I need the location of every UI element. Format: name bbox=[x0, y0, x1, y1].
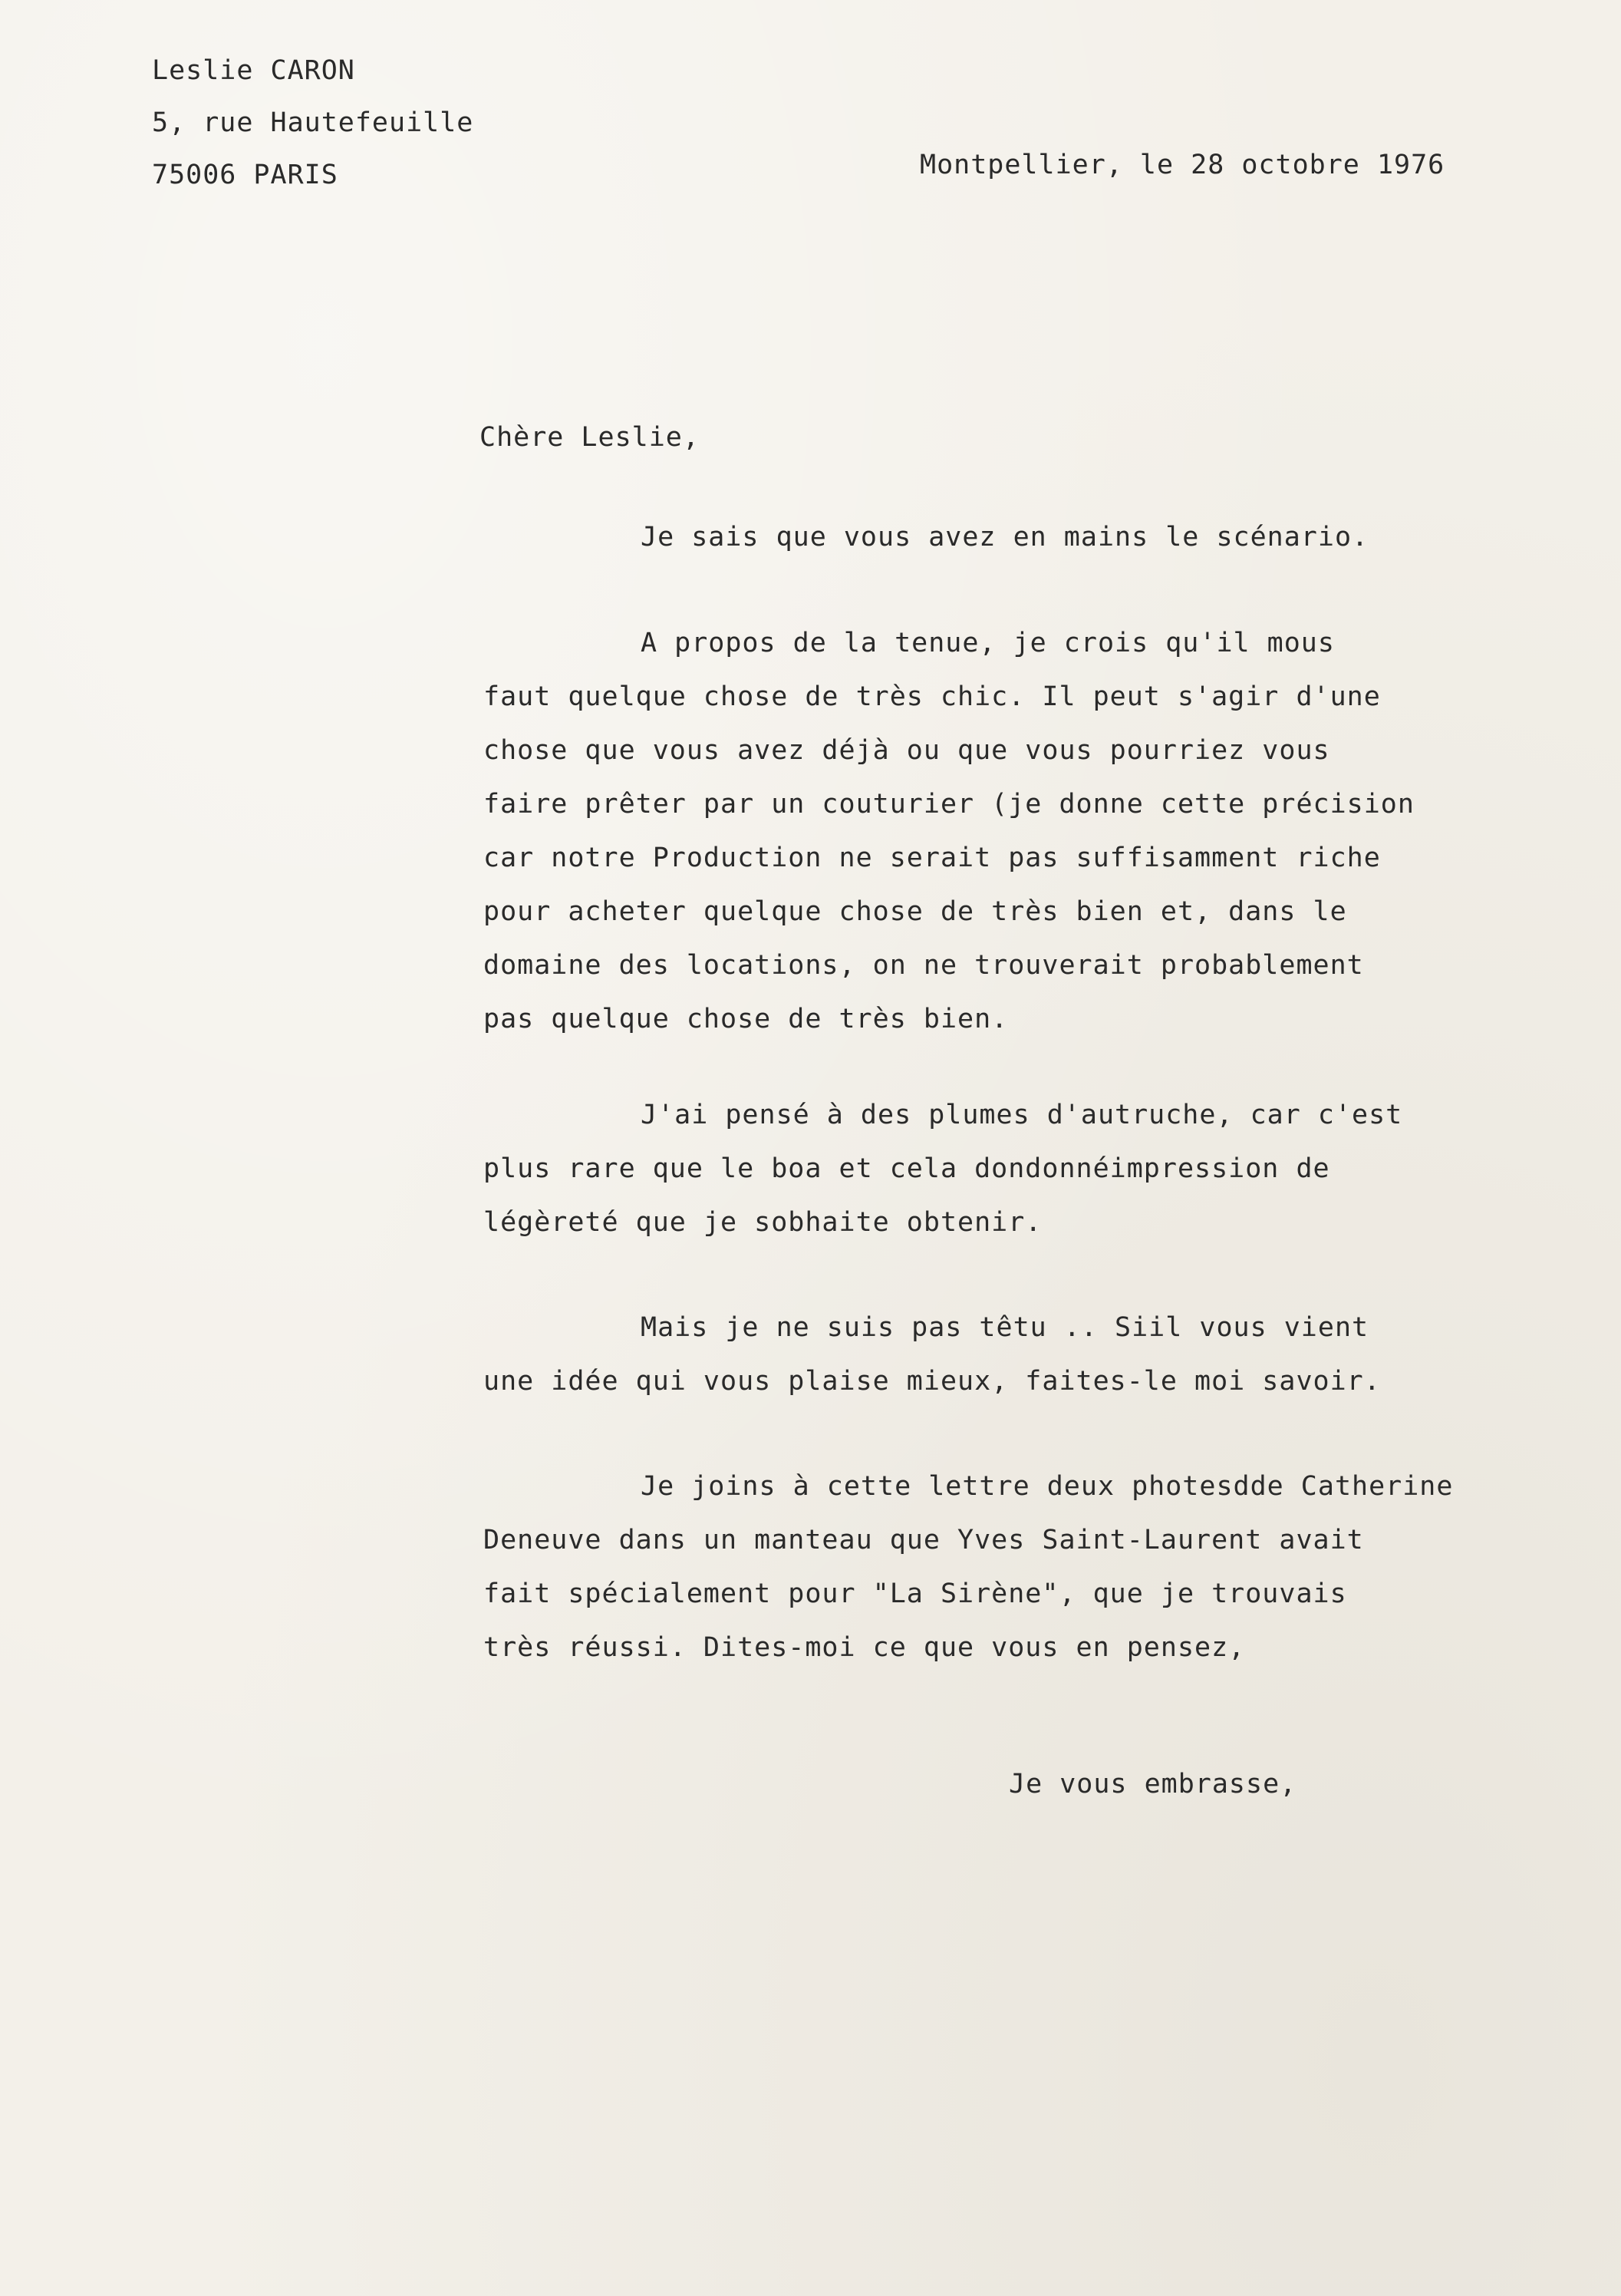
text-line: fait spécialement pour "La Sirène", que je trouvais bbox=[483, 1578, 1347, 1609]
text-line: car notre Production ne serait pas suffisamment riche bbox=[483, 843, 1381, 873]
text-line: J'ai pensé à des plumes d'autruche, car c'est bbox=[641, 1100, 1403, 1130]
paragraph-photos bbox=[483, 1460, 1453, 1674]
paragraph-plumes bbox=[483, 1088, 1402, 1249]
sender-address bbox=[152, 45, 473, 201]
text-line: légèreté que je sobhaite obtenir. bbox=[483, 1207, 1043, 1238]
text-line: Mais je ne suis pas têtu .. Siil vous vient bbox=[641, 1312, 1369, 1343]
text-line: A propos de la tenue, je crois qu'il mous bbox=[641, 628, 1335, 658]
sender-street: 5, rue Hautefeuille bbox=[152, 107, 474, 138]
text-line: faire prêter par un couturier (je donne cette précision bbox=[483, 789, 1415, 820]
paragraph-scenario bbox=[483, 510, 1369, 564]
text-line: domaine des locations, on ne trouverait probablement bbox=[483, 950, 1364, 981]
text-line: très réussi. Dites-moi ce que vous en pensez, bbox=[483, 1632, 1246, 1663]
text-line: pour acheter quelque chose de très bien et, dans le bbox=[483, 896, 1347, 927]
sender-name: Leslie CARON bbox=[152, 55, 355, 86]
paragraph-idee bbox=[483, 1301, 1381, 1408]
text-line: pas quelque chose de très bien. bbox=[483, 1004, 1009, 1034]
text-line: faut quelque chose de très chic. Il peut s'agir d'une bbox=[483, 681, 1381, 712]
text-line: Je joins à cette lettre deux photesdde Catherine bbox=[641, 1471, 1454, 1502]
text-line: Deneuve dans un manteau que Yves Saint-Laurent avait bbox=[483, 1525, 1364, 1555]
text-line: Je sais que vous avez en mains le scénario. bbox=[641, 522, 1369, 553]
text-line: chose que vous avez déjà ou que vous pourriez vous bbox=[483, 735, 1330, 766]
sender-city: 75006 PARIS bbox=[152, 160, 338, 190]
text-line: une idée qui vous plaise mieux, faites-le moi savoir. bbox=[483, 1366, 1381, 1397]
text-line: plus rare que le boa et cela dondonnéimpression de bbox=[483, 1153, 1330, 1184]
paragraph-tenue bbox=[483, 616, 1415, 1046]
closing: Je vous embrasse, bbox=[1009, 1769, 1297, 1800]
salutation: Chère Leslie, bbox=[479, 422, 700, 453]
dateline: Montpellier, le 28 octobre 1976 bbox=[920, 150, 1445, 180]
